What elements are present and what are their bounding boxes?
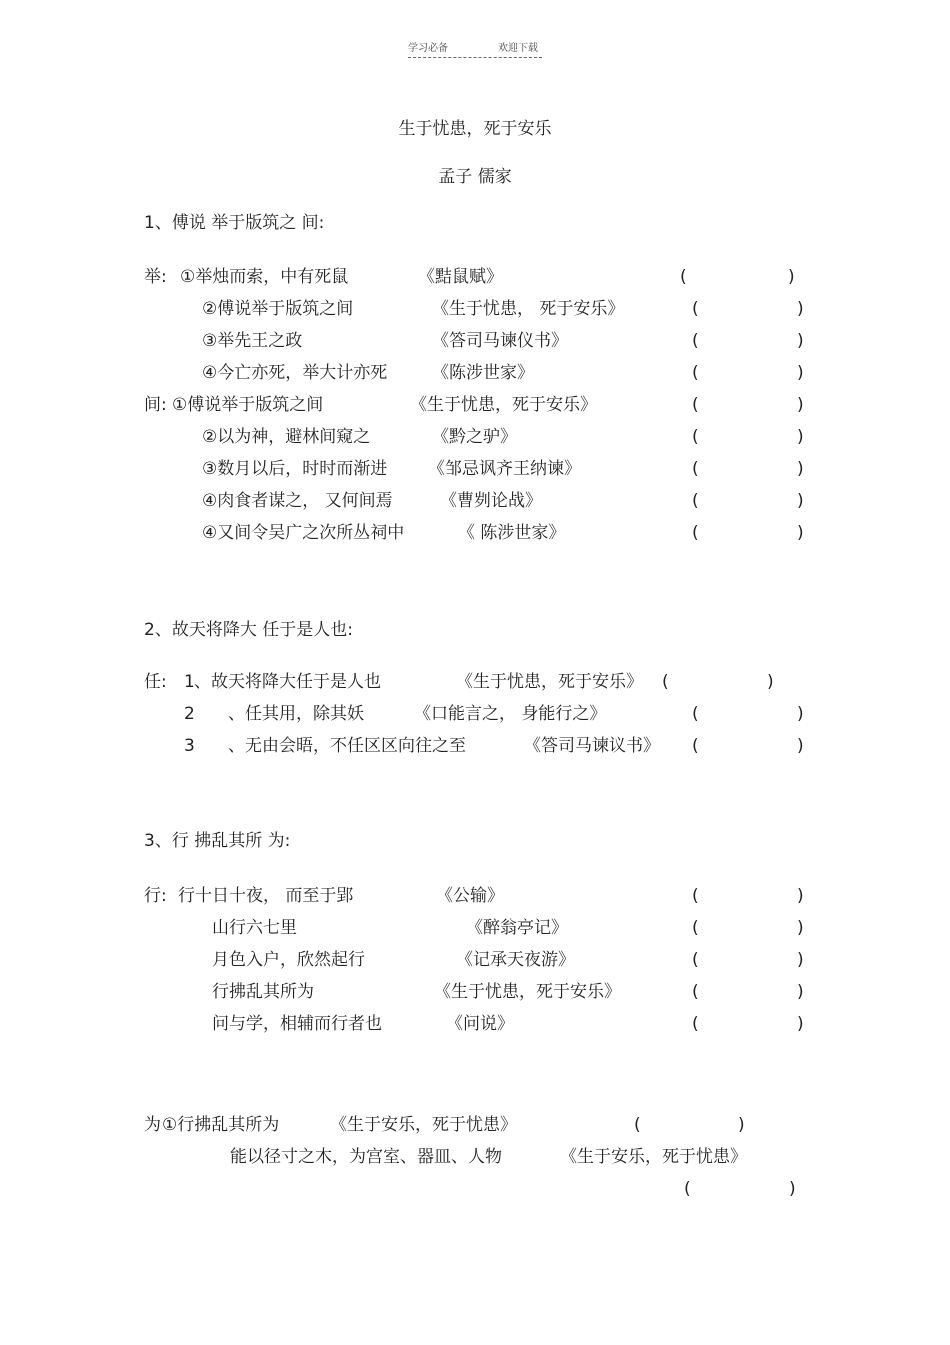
- jian-label: 间:: [144, 395, 167, 415]
- source-text: 《问说》: [446, 1014, 514, 1034]
- answer-paren-open: (: [662, 672, 669, 692]
- example-text: 月色入户，欣然起行: [212, 950, 365, 970]
- example-text: 行十日十夜， 而至于郢: [178, 886, 354, 906]
- answer-paren-close: ): [797, 395, 804, 415]
- source-text: 《生于忧患，死于安乐》: [410, 395, 597, 415]
- question-2-heading: 2、故天将降大 任于是人也:: [144, 620, 353, 640]
- example-text: 、故天将降大任于是人也: [194, 672, 381, 692]
- example-text: ①举烛而索，中有死鼠: [180, 267, 349, 287]
- example-text: ①行拂乱其所为: [162, 1115, 280, 1135]
- source-text: 《生于忧患， 死于安乐》: [432, 299, 625, 319]
- example-text: 、无由会晤，不任区区向往之至: [228, 736, 466, 756]
- item-number: 2: [184, 704, 195, 724]
- example-text: ④今亡亦死，举大计亦死: [202, 363, 388, 383]
- source-text: 《曹刿论战》: [440, 491, 542, 511]
- author-line: 孟子 儒家: [438, 167, 512, 187]
- example-text: ④肉食者谋之， 又何间焉: [202, 491, 393, 511]
- source-text: 《生于忧患，死于安乐》: [456, 672, 643, 692]
- answer-paren-open: (: [692, 918, 699, 938]
- question-1-heading: 1、傅说 举于版筑之 间:: [144, 213, 325, 233]
- source-text: 《醉翁亭记》: [466, 918, 568, 938]
- example-text: 、任其用，除其妖: [228, 704, 364, 724]
- source-text: 《生于忧患，死于安乐》: [434, 982, 621, 1002]
- answer-paren-close: ): [797, 459, 804, 479]
- source-text: 《口能言之， 身能行之》: [414, 704, 607, 724]
- answer-paren-open: (: [692, 395, 699, 415]
- answer-paren-open: (: [692, 704, 699, 724]
- answer-paren-close: ): [797, 1014, 804, 1034]
- header-left-text: 学习必备: [408, 43, 448, 54]
- source-text: 《公输》: [436, 886, 504, 906]
- answer-paren-close: ): [797, 299, 804, 319]
- answer-paren-close: ): [797, 427, 804, 447]
- answer-paren-open: (: [692, 1014, 699, 1034]
- answer-paren-close: ): [797, 886, 804, 906]
- answer-paren-close: ): [797, 982, 804, 1002]
- answer-paren-open: (: [692, 982, 699, 1002]
- answer-paren-open: (: [692, 331, 699, 351]
- ju-label: 举:: [144, 267, 167, 287]
- answer-paren-close: ): [788, 267, 795, 287]
- answer-paren-open: (: [692, 950, 699, 970]
- example-text: ②傅说举于版筑之间: [202, 299, 354, 319]
- ren-label: 任:: [144, 672, 167, 692]
- example-text: 问与学，相辅而行者也: [212, 1014, 382, 1034]
- source-text: 《答司马谏议书》: [524, 736, 660, 756]
- wei-label: 为: [144, 1115, 161, 1135]
- answer-paren-close: ): [797, 363, 804, 383]
- answer-paren-open: (: [684, 1179, 691, 1199]
- source-text: 《邹忌讽齐王纳谏》: [428, 459, 581, 479]
- answer-paren-close: ): [797, 950, 804, 970]
- source-text: 《生于安乐，死于忧患》: [330, 1115, 517, 1135]
- item-number: 3: [184, 736, 195, 756]
- page-header: [408, 39, 542, 58]
- page-title: 生于忧患，死于安乐: [398, 119, 552, 139]
- answer-paren-close: ): [797, 704, 804, 724]
- question-3-heading: 3、行 拂乱其所 为:: [144, 831, 291, 851]
- example-text: ①傅说举于版筑之间: [172, 395, 324, 415]
- source-text: 《陈涉世家》: [432, 363, 534, 383]
- answer-paren-open: (: [692, 491, 699, 511]
- answer-paren-close: ): [797, 736, 804, 756]
- answer-paren-close: ): [789, 1179, 796, 1199]
- source-text: 《生于安乐，死于忧患》: [560, 1147, 747, 1167]
- answer-paren-close: ): [797, 331, 804, 351]
- answer-paren-open: (: [692, 427, 699, 447]
- example-text: ③举先王之政: [202, 331, 303, 351]
- example-text: 山行六七里: [212, 918, 297, 938]
- item-number: 1: [184, 672, 195, 692]
- answer-paren-open: (: [692, 886, 699, 906]
- source-text: 《 陈涉世家》: [458, 523, 566, 543]
- answer-paren-close: ): [738, 1115, 745, 1135]
- example-text: 能以径寸之木，为宫室、器皿、人物: [230, 1147, 502, 1167]
- answer-paren-open: (: [692, 363, 699, 383]
- example-text: ③数月以后，时时而渐进: [202, 459, 388, 479]
- example-text: ④又间令吴广之次所丛祠中: [202, 523, 405, 543]
- answer-paren-close: ): [797, 523, 804, 543]
- xing-label: 行:: [144, 886, 167, 906]
- source-text: 《黔之驴》: [432, 427, 517, 447]
- answer-paren-close: ): [767, 672, 774, 692]
- answer-paren-close: ): [797, 918, 804, 938]
- source-text: 《记承天夜游》: [456, 950, 575, 970]
- answer-paren-open: (: [692, 459, 699, 479]
- source-text: 《黠鼠赋》: [418, 267, 503, 287]
- header-right-text: 欢迎下载: [498, 43, 538, 54]
- answer-paren-close: ): [797, 491, 804, 511]
- example-text: 行拂乱其所为: [212, 982, 314, 1002]
- example-text: ②以为神，避林间窥之: [202, 427, 371, 447]
- answer-paren-open: (: [692, 299, 699, 319]
- answer-paren-open: (: [692, 736, 699, 756]
- answer-paren-open: (: [634, 1115, 641, 1135]
- answer-paren-open: (: [692, 523, 699, 543]
- source-text: 《答司马谏仪书》: [432, 331, 568, 351]
- answer-paren-open: (: [680, 267, 687, 287]
